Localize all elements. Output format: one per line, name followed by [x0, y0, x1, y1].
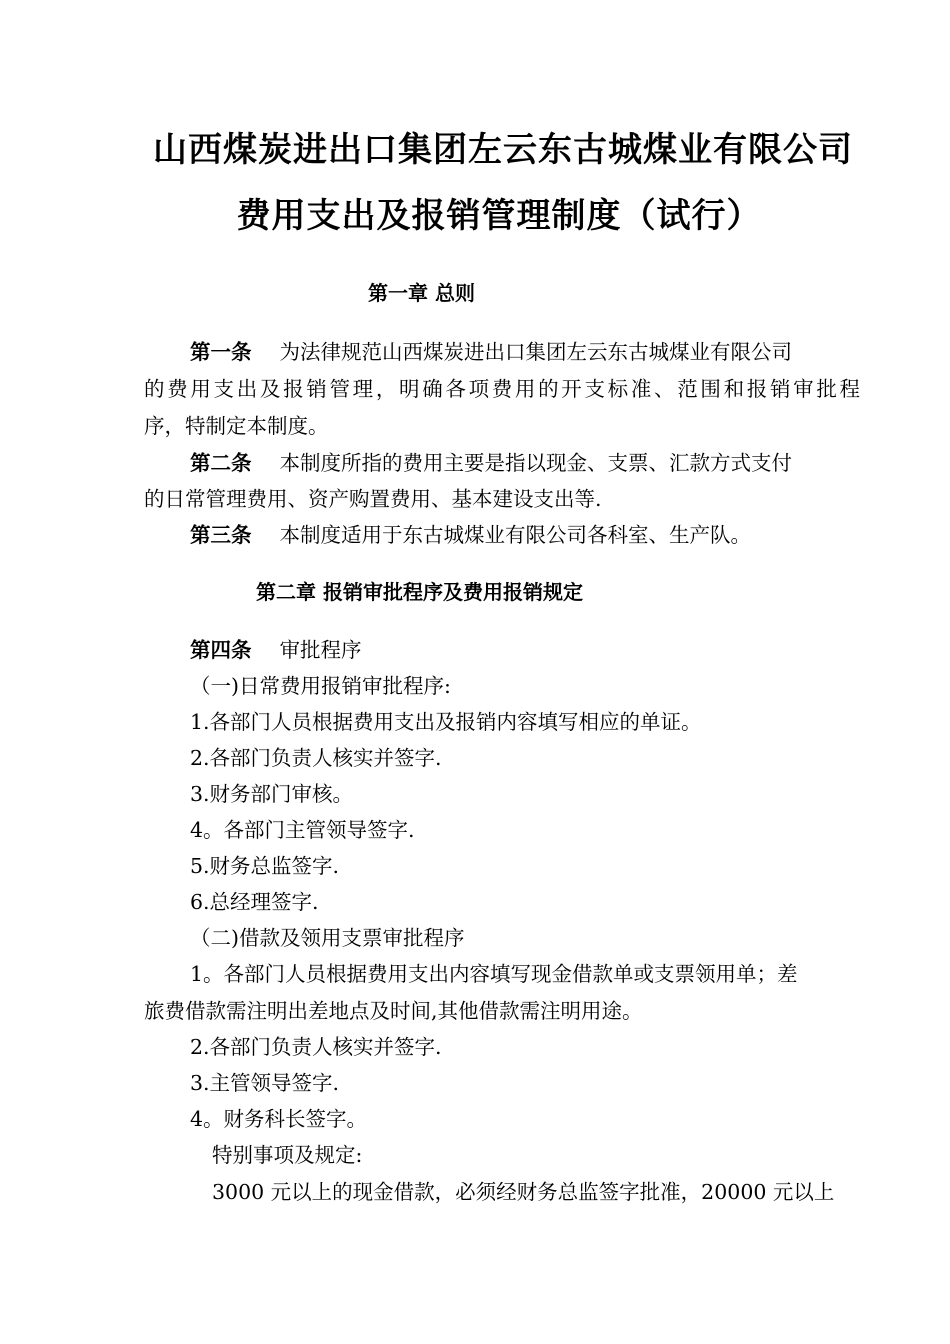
subsection-2-item: 3.主管领导签字. — [190, 1071, 340, 1095]
article-2-label: 第二条 — [190, 451, 252, 475]
document-title-line-2: 费用支出及报销管理制度（试行） — [236, 196, 762, 236]
subsection-1-heading: （一)日常费用报销审批程序: — [190, 674, 451, 698]
article-3-first-line — [190, 521, 751, 549]
subsection-1-item: 6.总经理签字. — [190, 890, 319, 914]
article-2-line-2: 的日常管理费用、资产购置费用、基本建设支出等. — [144, 487, 602, 511]
article-2-first-line — [190, 449, 792, 477]
subsection-2-heading: （二)借款及领用支票审批程序 — [190, 926, 465, 950]
subsection-2-item-1-line-1: 1。各部门人员根据费用支出内容填写现金借款单或支票领用单；差 — [190, 962, 798, 986]
article-4-first-line — [190, 636, 362, 664]
article-1-line-3: 序，特制定本制度。 — [144, 414, 329, 438]
article-1-text: 为法律规范山西煤炭进出口集团左云东古城煤业有限公司 — [279, 340, 792, 364]
chapter-2-heading: 第二章 报销审批程序及费用报销规定 — [256, 580, 583, 604]
subsection-1-item: 1.各部门人员根据费用支出及报销内容填写相应的单证。 — [190, 710, 702, 734]
article-1-label: 第一条 — [190, 340, 252, 364]
subsection-2-item: 2.各部门负责人核实并签字. — [190, 1035, 442, 1059]
article-4-text: 审批程序 — [279, 638, 362, 662]
article-2-text: 本制度所指的费用主要是指以现金、支票、汇款方式支付 — [279, 451, 792, 475]
subsection-1-item: 3.财务部门审核。 — [190, 782, 354, 806]
chapter-1-heading: 第一章 总则 — [368, 281, 475, 305]
subsection-1-item: 4。各部门主管领导签字. — [190, 818, 415, 842]
document-title-line-1: 山西煤炭进出口集团左云东古城煤业有限公司 — [153, 130, 853, 170]
article-1-line-2: 的费用支出及报销管理，明确各项费用的开支标准、范围和报销审批程 — [144, 377, 860, 401]
special-rules-heading: 特别事项及规定: — [212, 1143, 363, 1167]
subsection-1-item: 5.财务总监签字. — [190, 854, 340, 878]
article-4-label: 第四条 — [190, 638, 252, 662]
article-3-text: 本制度适用于东古城煤业有限公司各科室、生产队。 — [279, 523, 751, 547]
subsection-1-item: 2.各部门负责人核实并签字. — [190, 746, 442, 770]
subsection-2-item-1-line-2: 旅费借款需注明出差地点及时间,其他借款需注明用途。 — [144, 999, 643, 1023]
article-1-first-line — [190, 338, 792, 366]
subsection-2-item: 4。财务科长签字。 — [190, 1107, 368, 1131]
special-rules-line-1: 3000 元以上的现金借款，必须经财务总监签字批准，20000 元以上 — [212, 1180, 835, 1204]
article-3-label: 第三条 — [190, 523, 252, 547]
